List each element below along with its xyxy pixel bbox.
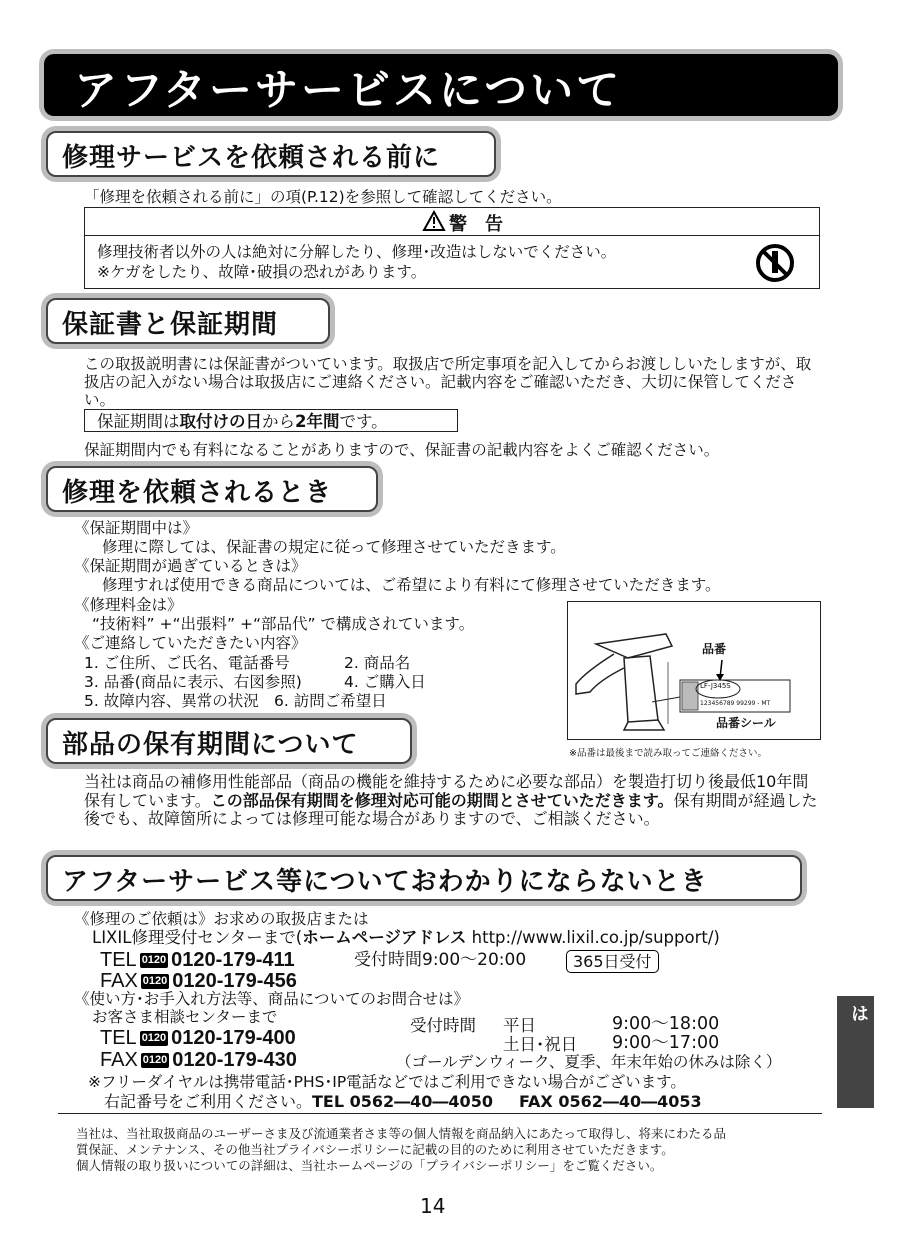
section-heading-before-repair <box>46 131 496 177</box>
figure-note: ※品番は最後まで読み取ってご連絡ください。 <box>569 748 767 759</box>
repair-hours: 受付時間9:00～20:00 <box>354 950 527 970</box>
privacy-line: 質保証、メンテナンス、その他当社プライバシーポリシーに記載の目的のために利用させていただきます。 <box>76 1142 674 1157</box>
freedial-icon: 0120 <box>142 975 168 988</box>
weekend-label: 土日･祝日 <box>503 1035 578 1054</box>
repair-badge: 365日受付 <box>566 950 659 973</box>
page-number: 14 <box>420 1194 446 1218</box>
section-heading-warranty <box>46 298 330 344</box>
repair-fax: FAX 0120 0120-179-456 <box>100 970 297 992</box>
section-heading-contact <box>46 855 802 901</box>
in-warranty-text: 修理に際しては、保証書の規定に従って修理させていただきます。 <box>102 538 566 556</box>
repair-tel: TEL 0120 0120-179-411 <box>100 949 295 971</box>
fee-text: “技術料” +“出張料” +“部品代” で構成されています。 <box>92 615 475 633</box>
side-tab <box>837 996 895 1108</box>
section-heading-text: 保証書と保証期間 <box>62 310 279 340</box>
warranty-period-box: 保証期間は取付けの日から2年間です。 <box>84 409 458 432</box>
after-warranty-text: 修理すれば使用できる商品については、ご希望により有料にて修理させていただきます。 <box>102 576 721 594</box>
contact-item: 2. 商品名 <box>344 654 411 672</box>
privacy-line: 当社は、当社取扱商品のユーザーさま及び流通業者さま等の個人情報を商品納入にあたって取得し、将来にわたる品 <box>76 1126 727 1141</box>
inquiry-center: お客さま相談センターまで <box>92 1008 278 1026</box>
warning-line-2: ※ケガをしたり、故障･破損の恐れがあります。 <box>97 263 427 281</box>
figure-callout: 品番 <box>702 642 727 656</box>
fee-title: 《修理料金は》 <box>74 596 183 614</box>
label-caption: 品番シール <box>716 716 776 730</box>
warranty-note: 保証期間内でも有料になることがありますので、保証書の記載内容をよくご確認ください。 <box>84 441 720 459</box>
label-model: LF-J345S <box>700 682 731 690</box>
page-title: アフターサービスについて <box>74 66 623 116</box>
parts-body: 当社は商品の補修用性能部品（商品の機能を維持するために必要な部品）を製造打切り後最低10年間保有しています。この部品保有期間を修理対応可能の期間とさせていただきます。保有期間が経過した後でも、故障箇所によっては修理可能な場合がありますので、ご相談ください。 <box>84 772 818 828</box>
section-heading-text: 部品の保有期間について <box>62 730 359 760</box>
alt-numbers: 右記番号をご利用ください。TEL 0562―40―4050 FAX 0562―40―4053 <box>104 1092 702 1111</box>
warning-box <box>84 207 820 289</box>
page-title-bar <box>44 54 838 116</box>
after-warranty-title: 《保証期間が過ぎているときは》 <box>74 557 307 575</box>
no-disassemble-icon <box>755 243 795 283</box>
faucet-illustration <box>568 602 820 739</box>
side-tab-label: こんなときは <box>848 1004 895 1104</box>
product-label-figure <box>567 601 821 740</box>
contact-item: 5. 故障内容、異常の状況 <box>84 692 259 710</box>
contact-item: 4. ご購入日 <box>344 673 426 691</box>
section-heading-text: アフターサービス等についておわかりにならないとき <box>62 867 708 897</box>
warning-header <box>85 208 819 236</box>
section-heading-text: 修理サービスを依頼される前に <box>62 143 441 173</box>
repair-title: 《修理のご依頼は》お求めの取扱店または <box>74 910 369 928</box>
freedial-icon: 0120 <box>142 1054 168 1067</box>
freedial-icon: 0120 <box>141 954 167 967</box>
holiday-note: （ゴールデンウィーク、夏季、年末年始の休みは除く） <box>396 1053 782 1071</box>
weekday-label: 平日 <box>503 1016 536 1035</box>
warning-triangle-icon <box>423 211 445 231</box>
contact-item: 3. 品番(商品に表示、右図参照) <box>84 673 302 691</box>
inquiry-fax: FAX 0120 0120-179-430 <box>100 1049 297 1071</box>
in-warranty-title: 《保証期間中は》 <box>74 519 199 537</box>
warning-line-1: 修理技術者以外の人は絶対に分解したり、修理･改造はしないでください。 <box>97 243 617 261</box>
freedial-icon: 0120 <box>141 1032 167 1045</box>
warning-label: 警 告 <box>449 214 503 235</box>
warranty-body: この取扱説明書には保証書がついています。取扱店で所定事項を記入してからお渡ししいたしますが、取扱店の記入がない場合は取扱店にご連絡ください。記載内容をご確認いただき、大切に保管してください。 <box>84 355 812 409</box>
contact-item: 6. 訪問ご希望日 <box>274 692 387 710</box>
contact-item: 1. ご住所、ご氏名、電話番号 <box>84 654 290 672</box>
before-repair-intro: 「修理を依頼される前に」の項(P.12)を参照して確認してください。 <box>84 188 562 206</box>
privacy-line: 個人情報の取り扱いについての詳細は、当社ホームページの「プライバシーポリシー」をご覧ください。 <box>76 1158 663 1173</box>
privacy-notice <box>76 1126 726 1174</box>
section-heading-text: 修理を依頼されるとき <box>62 478 333 508</box>
weekday-hours: 9:00～18:00 <box>612 1014 720 1034</box>
repair-center: LIXIL修理受付センターまで(ホームページアドレス http://www.lixil.co.jp/support/) <box>92 928 720 947</box>
label-code: 123456789 99299 - MT <box>700 700 771 707</box>
inquiry-hours-label: 受付時間 <box>410 1016 476 1035</box>
inquiry-tel: TEL 0120 0120-179-400 <box>100 1027 296 1049</box>
weekend-hours: 9:00～17:00 <box>612 1033 720 1053</box>
free-note: ※フリーダイヤルは携帯電話･PHS･IP電話などではご利用できない場合がございます。 <box>88 1073 686 1091</box>
contact-title: 《ご連絡していただきたい内容》 <box>74 634 307 652</box>
section-heading-parts <box>46 718 412 764</box>
inquiry-title: 《使い方･お手入れ方法等、商品についてのお問合せは》 <box>74 990 469 1008</box>
section-heading-when-repair <box>46 466 378 512</box>
divider <box>58 1113 822 1114</box>
